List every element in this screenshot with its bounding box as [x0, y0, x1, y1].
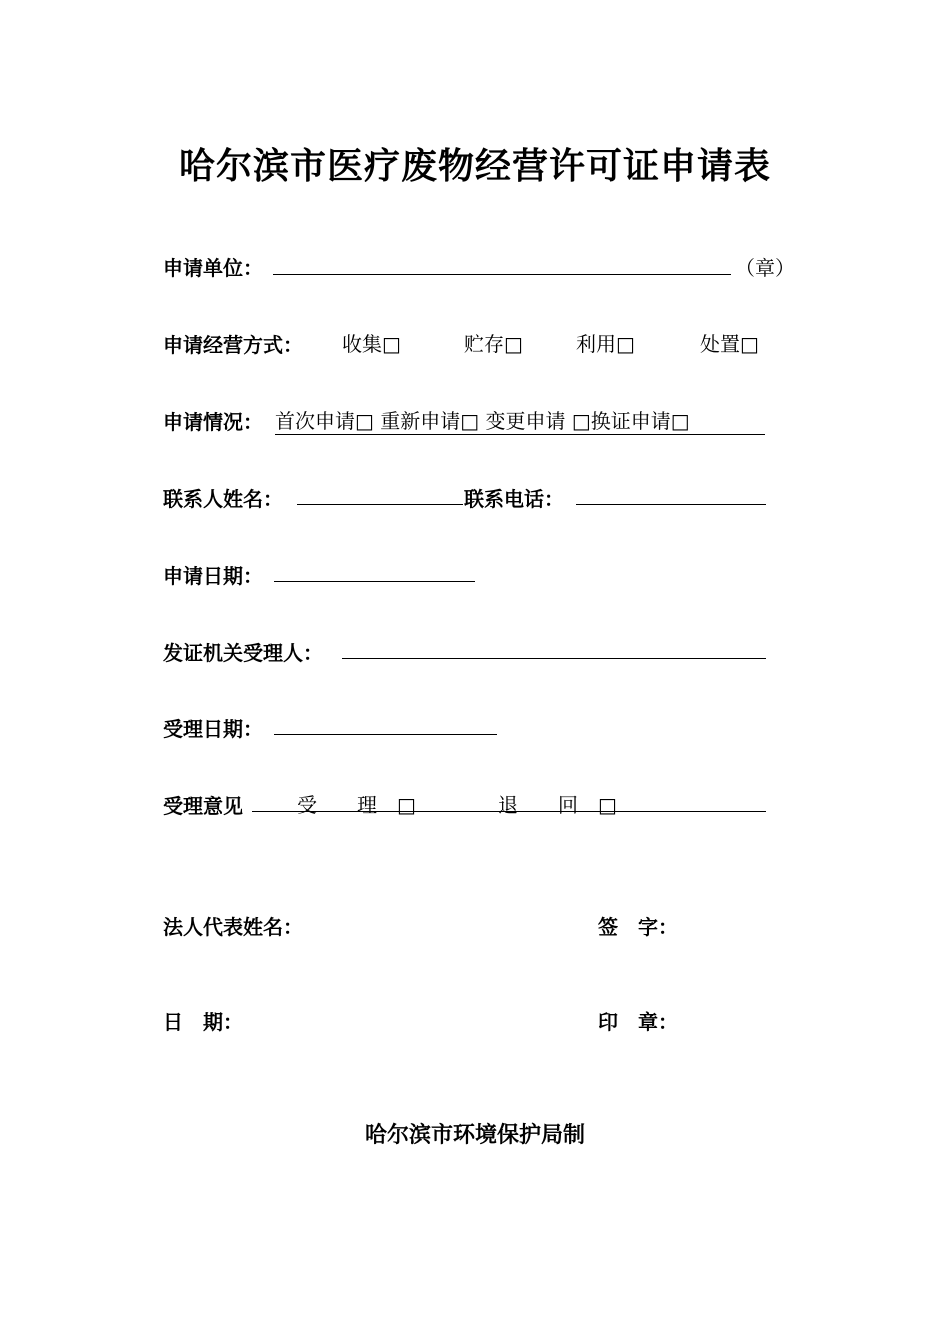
bottom-date-label: 日 期： — [163, 1010, 243, 1034]
apply-date-label: 申请日期： — [163, 564, 263, 588]
application-status-options[interactable]: 首次申请□ 重新申请□ 变更申请 □换证申请□ — [275, 405, 765, 435]
signature-label: 签 字： — [598, 915, 678, 939]
option-collect[interactable]: 收集□ — [342, 332, 401, 356]
business-mode-label: 申请经营方式： — [163, 333, 303, 357]
contact-phone-field[interactable] — [576, 504, 766, 505]
contact-name-label: 联系人姓名： — [163, 487, 283, 511]
accept-date-field[interactable] — [274, 734, 497, 735]
opinion-accept-option[interactable]: 受 理 □ — [297, 793, 416, 817]
issuing-handler-field[interactable] — [342, 658, 766, 659]
applicant-unit-label: 申请单位： — [163, 256, 263, 280]
option-utilize[interactable]: 利用□ — [576, 332, 635, 356]
opinion-label: 受理意见 — [163, 794, 243, 818]
page-title: 哈尔滨市医疗废物经营许可证申请表 — [178, 145, 771, 187]
apply-date-field[interactable] — [274, 581, 475, 582]
seal-note: （章） — [735, 256, 795, 280]
contact-name-field[interactable] — [297, 504, 463, 505]
issuing-handler-label: 发证机关受理人： — [163, 641, 323, 665]
accept-date-label: 受理日期： — [163, 717, 263, 741]
opinion-return-option[interactable]: 退 回 □ — [498, 793, 617, 817]
option-store[interactable]: 贮存□ — [464, 332, 523, 356]
option-dispose[interactable]: 处置□ — [700, 332, 759, 356]
applicant-unit-field[interactable] — [273, 274, 731, 275]
issuer-footer: 哈尔滨市环境保护局制 — [364, 1123, 585, 1148]
contact-phone-label: 联系电话： — [464, 487, 564, 511]
application-status-label: 申请情况： — [163, 410, 263, 434]
stamp-label: 印 章： — [598, 1010, 678, 1034]
legal-rep-label: 法人代表姓名： — [163, 915, 303, 939]
